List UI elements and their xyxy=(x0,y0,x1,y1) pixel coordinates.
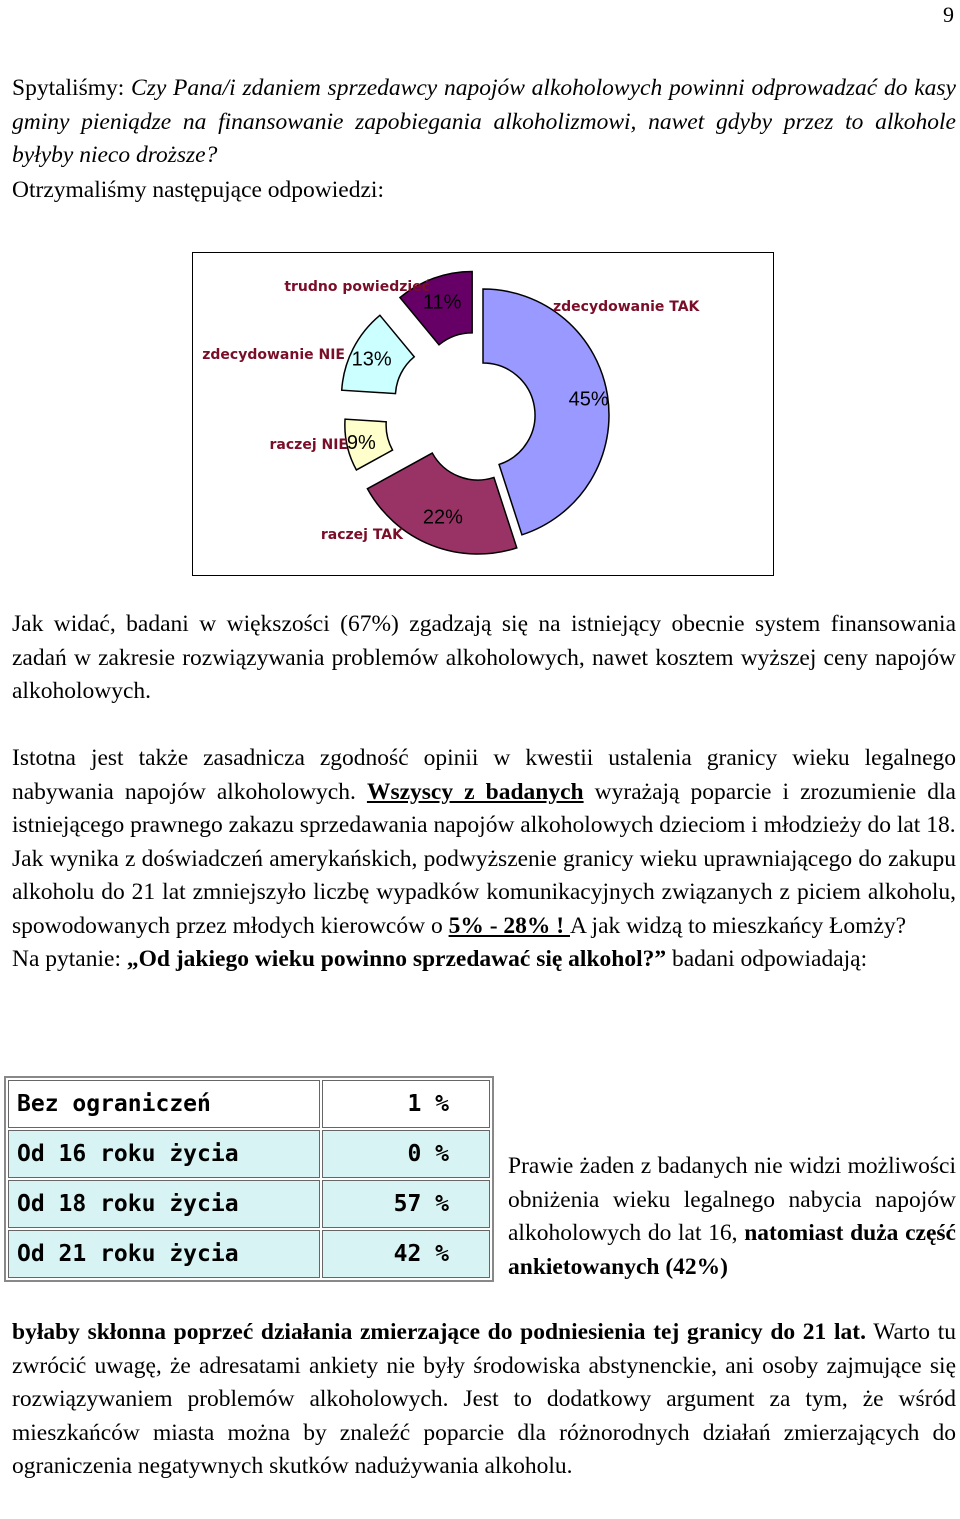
final-emphasis: byłaby skłonna poprzeć działania zmierzające do podniesienia tej granicy do 21 lat. xyxy=(12,1319,866,1345)
category-label-rather-no: raczej NIE xyxy=(269,437,348,453)
side-paragraph xyxy=(508,1150,956,1284)
age-question: „Od jakiego wieku powinno sprzedawać się alkohol?” xyxy=(126,946,667,972)
opinion-donut-chart xyxy=(192,252,774,576)
age-option-label: Od 18 roku życia xyxy=(8,1180,320,1228)
age-option-value: 42 % xyxy=(322,1230,490,1278)
final-paragraph xyxy=(12,1316,956,1484)
age-option-value: 0 % xyxy=(322,1130,490,1178)
age-limit-table xyxy=(4,1076,494,1282)
donut-svg xyxy=(193,253,773,575)
lomza-question: A jak widzą to mieszkańcy Łomży? xyxy=(570,912,907,939)
age-option-value: 1 % xyxy=(322,1080,490,1128)
age-option-label: Bez ograniczeń xyxy=(8,1080,320,1128)
american-experience-text: Jak wynika z doświadczeń amerykańskich, podwyższenie granicy wieku uprawniającego do zakupu alkoholu do 21 lat zmniejszyło liczbę wypadków komunikacyjnych związanych z piciem alkoholu, spowodowanych przez młodych kierowców o xyxy=(12,845,956,939)
survey-question: Czy Pana/i zdaniem sprzedawcy napojów alkoholowych powinni odprowadzać do kasy gminy pieniądze na finansowanie zapobiegania alkoholizmowi, nawet gdyby przez to alkohole byłyby nieco droższe? xyxy=(12,75,956,168)
all-respondents-emphasis: Wszyscy z badanych xyxy=(366,778,584,805)
table-row xyxy=(8,1080,490,1128)
table-row xyxy=(8,1180,490,1228)
question-paragraph xyxy=(12,72,956,173)
age-option-label: Od 21 roku życia xyxy=(8,1230,320,1278)
accident-reduction-range: 5% - 28% ! xyxy=(448,912,570,939)
data-label-rather-yes: 22% xyxy=(422,506,463,529)
data-label-strongly-yes: 45% xyxy=(568,388,609,411)
paragraph-majority: Jak widać, badani w większości (67%) zgadzają się na istniejący obecnie system finansowania zadań w zakresie rozwiązywania problemów alkoholowych, nawet kosztem wyższej ceny napojów alkoholowych. xyxy=(12,611,956,704)
age-limit-rest: wyrażają poparcie i zrozumienie dla istniejącego prawnego zakazu sprzedawania napojów alkoholowych dzieciom i młodzieży do lat 18. xyxy=(12,778,956,838)
age-limit-intro: Istotna jest także zasadnicza zgodność opinii w kwestii ustalenia granicy wieku legalnego nabywania napojów alkoholowych. xyxy=(12,745,956,805)
side-text: Prawie żaden z badanych nie widzi możliwości obniżenia wieku legalnego nabycia napojów alkoholowych do lat 16, xyxy=(508,1153,956,1246)
age-option-value: 57 % xyxy=(322,1180,490,1228)
paragraph-age-limit xyxy=(12,742,956,977)
respondents-answer-intro: badani odpowiadają: xyxy=(666,946,868,972)
answers-intro: Otrzymaliśmy następujące odpowiedzi: xyxy=(12,177,384,203)
category-label-strongly-no: zdecydowanie NIE xyxy=(202,347,345,363)
page-number: 9 xyxy=(943,2,954,27)
table-row xyxy=(8,1130,490,1178)
category-label-hard-to-say: trudno powiedzieć xyxy=(284,279,430,295)
table-row xyxy=(8,1230,490,1278)
side-emphasis: natomiast duża część ankietowanych (42%) xyxy=(508,1220,956,1280)
final-text: Warto tu zwrócić uwagę, że adresatami ankiety nie były środowiska abstynenckie, ani osoby zajmujące się rozwiązywaniem problemów alkoholowych. Jest to dodatkowy argument za tym, że wśród mieszkańców miasta można by znaleźć poparcie dla różnorodnych działań zmierzających do ograniczenia negatywnych skutków nadużywania alkoholu. xyxy=(12,1319,956,1479)
category-label-rather-yes: raczej TAK xyxy=(320,527,403,543)
age-option-label: Od 16 roku życia xyxy=(8,1130,320,1178)
data-label-strongly-no: 13% xyxy=(351,348,392,371)
question-prefix: Na pytanie: xyxy=(12,946,127,972)
data-label-hard-to-say: 11% xyxy=(422,291,462,314)
donut-slice-strongly-yes xyxy=(483,289,609,535)
data-label-rather-no: 9% xyxy=(346,432,376,455)
question-lead: Spytaliśmy: xyxy=(12,75,132,101)
category-label-strongly-yes: zdecydowanie TAK xyxy=(553,299,700,315)
